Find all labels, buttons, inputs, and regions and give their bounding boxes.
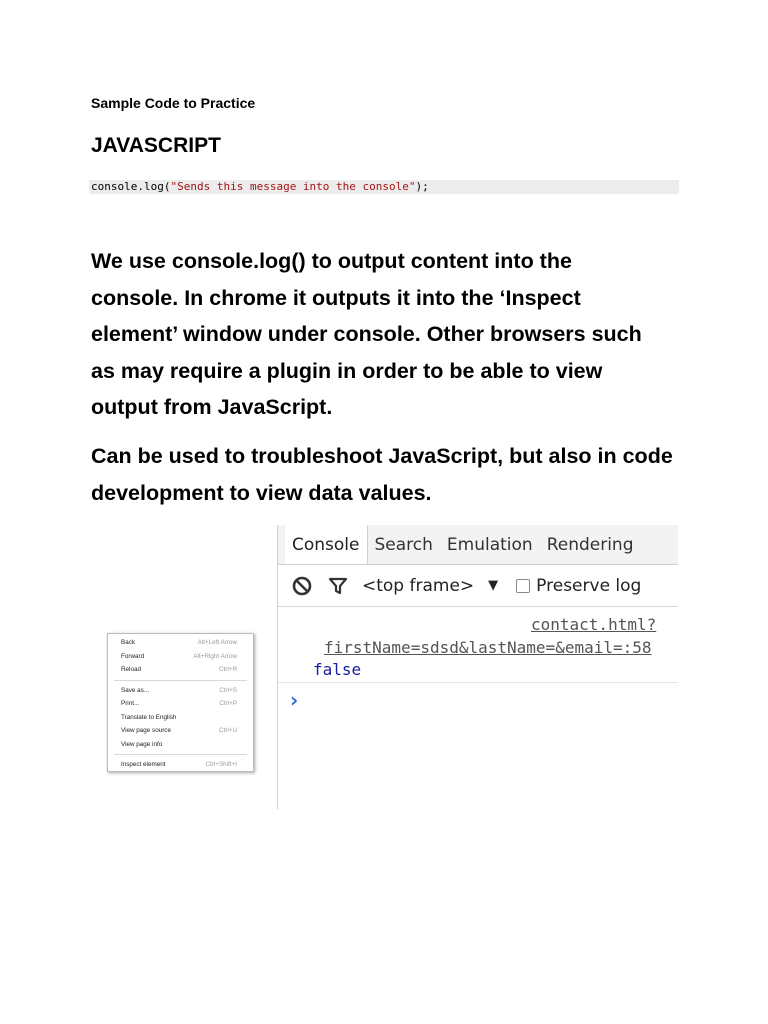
context-menu-group: [108, 634, 253, 679]
console-message: [278, 607, 678, 683]
message-source-link-continued[interactable]: firstName=sdsd&lastName=&email=:58: [324, 638, 652, 657]
console-toolbar: [278, 565, 678, 607]
menu-item-view-source[interactable]: View page source Ctrl+U: [121, 727, 237, 734]
message-value: false: [313, 660, 362, 679]
doc-subtitle: Sample Code to Practice: [91, 95, 256, 111]
paragraph-troubleshoot: [91, 438, 701, 511]
message-source-link[interactable]: contact.html?: [531, 615, 657, 634]
menu-separator: [114, 680, 247, 681]
paragraph-line: console. In chrome it outputs it into the ‘Inspect: [91, 285, 581, 310]
menu-item-reload[interactable]: Reload Ctrl+R: [121, 666, 237, 673]
paragraph-line: as may require a plugin in order to be able to view: [91, 358, 603, 383]
menu-item-inspect-element[interactable]: Inspect element Ctrl+Shift+I: [121, 761, 237, 768]
menu-item-forward[interactable]: Forward Alt+Right Arrow: [121, 652, 237, 660]
tab-search[interactable]: Search: [374, 535, 433, 555]
paragraph-line: Can be used to troubleshoot JavaScript, but also in code: [91, 444, 673, 468]
code-string: "Sends this message into the console": [170, 180, 416, 193]
menu-item-print[interactable]: Print... Ctrl+P: [121, 700, 237, 707]
context-menu-group: [108, 756, 253, 774]
dropdown-arrow-icon: ▼: [488, 578, 499, 593]
menu-item-back[interactable]: Back Alt+Left Arrow: [121, 639, 237, 646]
clear-console-icon[interactable]: [291, 575, 313, 597]
menu-item-save-as[interactable]: Save as... Ctrl+S: [121, 686, 237, 694]
menu-item-translate[interactable]: Translate to English: [121, 713, 177, 721]
filter-icon[interactable]: [327, 575, 349, 597]
preserve-log-toggle[interactable]: [516, 576, 641, 596]
doc-heading: JAVASCRIPT: [91, 134, 221, 157]
preserve-log-checkbox[interactable]: [516, 579, 530, 593]
paragraph-line: element’ window under console. Other browsers such: [91, 322, 642, 346]
code-sample: [89, 180, 679, 194]
console-prompt-icon[interactable]: ›: [290, 688, 299, 712]
code-prefix: console.log(: [91, 180, 171, 193]
menu-separator: [114, 754, 247, 755]
menu-item-page-info[interactable]: View page info: [121, 740, 163, 748]
frame-selector-value: <top frame>: [362, 575, 475, 596]
preserve-log-label: Preserve log: [536, 575, 642, 596]
devtools-tab-bar: [278, 525, 678, 565]
paragraph-line: We use console.log() to output content into the: [91, 249, 572, 273]
paragraph-line: development to view data values.: [91, 480, 432, 505]
tab-console[interactable]: Console: [285, 525, 368, 564]
context-menu-group: [108, 682, 253, 754]
tab-rendering[interactable]: Rendering: [546, 535, 634, 555]
tab-emulation[interactable]: Emulation: [446, 535, 533, 555]
paragraph-line: output from JavaScript.: [91, 395, 333, 419]
paragraph-console-log: [91, 243, 701, 426]
context-menu: [107, 633, 254, 772]
code-suffix: );: [415, 180, 429, 193]
frame-selector[interactable]: [362, 576, 498, 596]
